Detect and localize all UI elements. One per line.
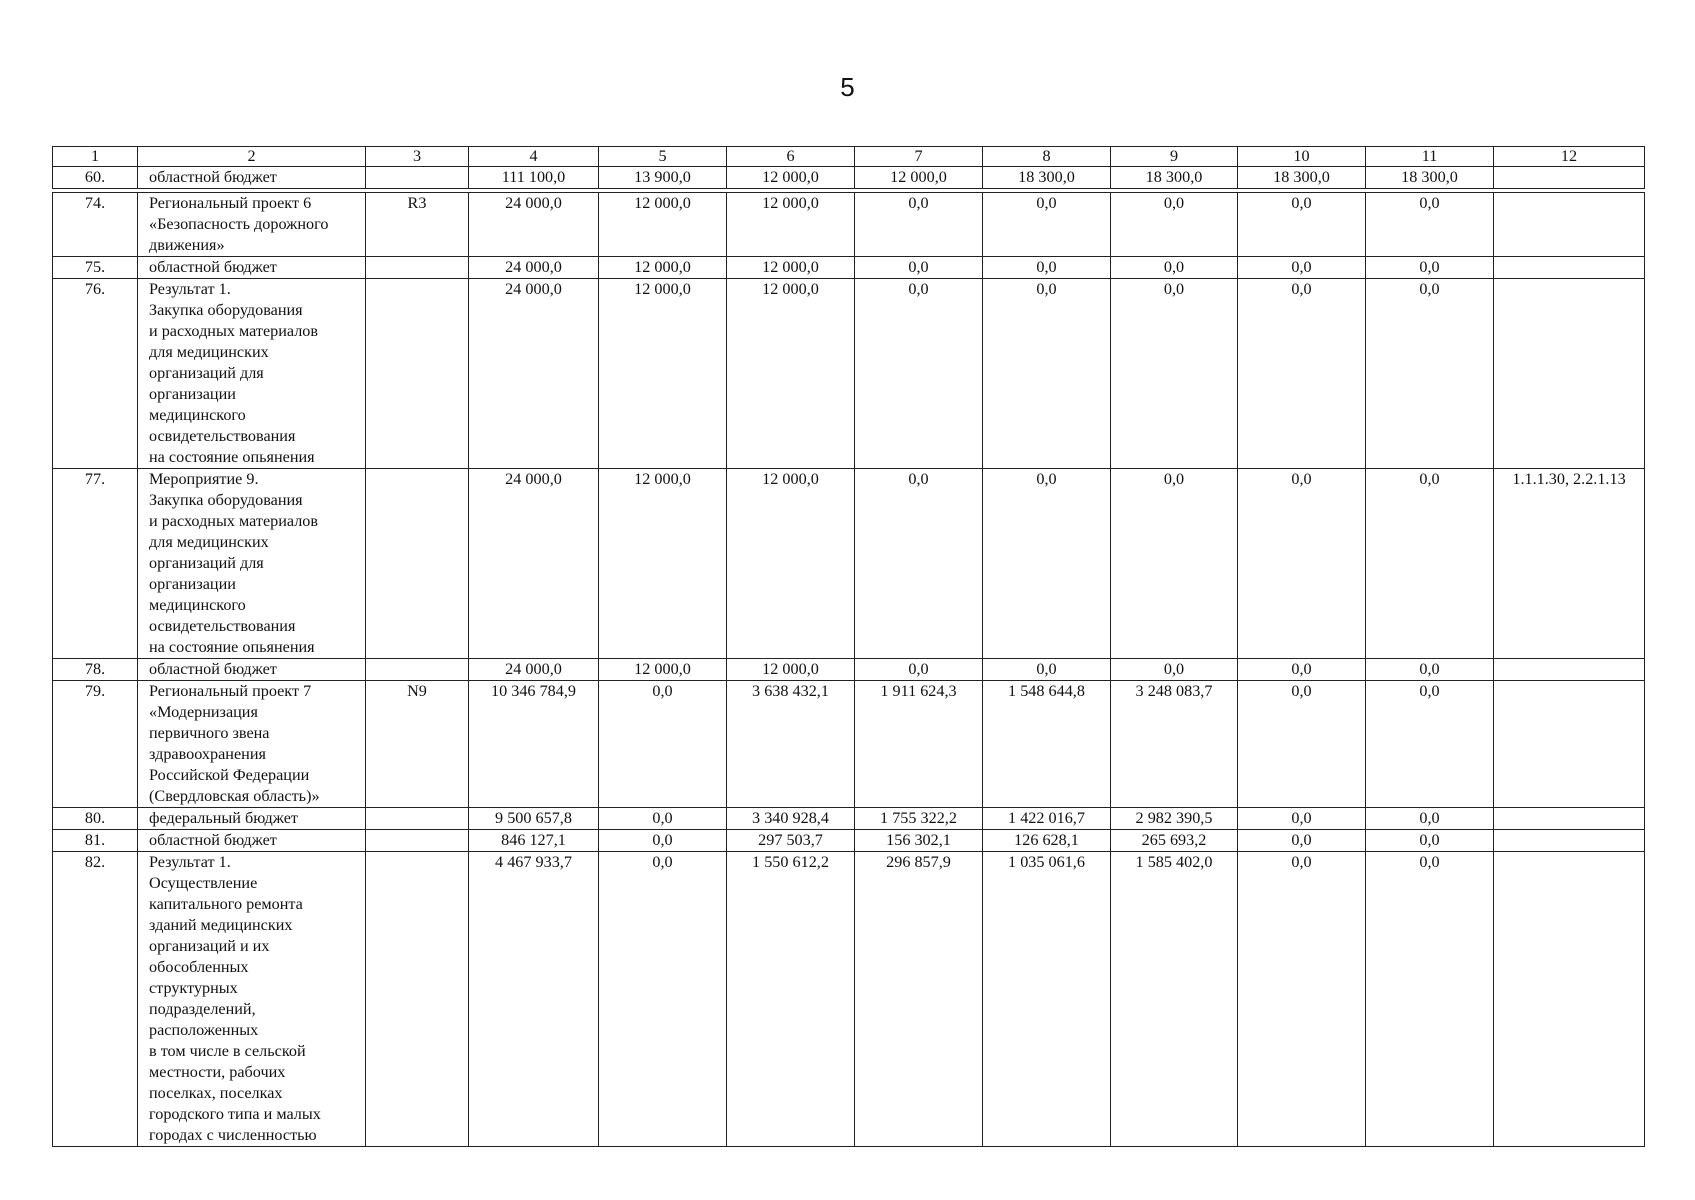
value-col-6: 1 550 612,2 [727, 852, 855, 1147]
value-col-10: 18 300,0 [1238, 167, 1366, 189]
value-col-7: 1 911 624,3 [855, 681, 983, 808]
row-number: 78. [53, 659, 138, 681]
value-col-10: 0,0 [1238, 808, 1366, 830]
value-col-5: 0,0 [599, 852, 727, 1147]
row-reference: 1.1.1.30, 2.2.1.13 [1494, 469, 1645, 659]
row-code [366, 167, 469, 189]
value-col-11: 0,0 [1366, 193, 1494, 257]
value-col-7: 0,0 [855, 279, 983, 469]
value-col-8: 1 548 644,8 [983, 681, 1111, 808]
value-col-7: 0,0 [855, 469, 983, 659]
value-col-4: 4 467 933,7 [469, 852, 599, 1147]
column-number-2: 2 [138, 147, 366, 167]
budget-table [52, 192, 1645, 1147]
row-name: Результат 1. Закупка оборудования и расходных материалов для медицинских организаций для организации медицинского освидетельствования на состояние опьянения [138, 279, 366, 469]
column-number-6: 6 [727, 147, 855, 167]
value-col-4: 10 346 784,9 [469, 681, 599, 808]
column-number-10: 10 [1238, 147, 1366, 167]
row-reference [1494, 681, 1645, 808]
value-col-4: 24 000,0 [469, 659, 599, 681]
value-col-11: 0,0 [1366, 659, 1494, 681]
table-row [53, 167, 1645, 189]
column-number-9: 9 [1111, 147, 1238, 167]
column-number-1: 1 [53, 147, 138, 167]
table-header-block [52, 146, 1645, 189]
row-code [366, 279, 469, 469]
row-reference [1494, 279, 1645, 469]
value-col-7: 0,0 [855, 659, 983, 681]
value-col-6: 12 000,0 [727, 659, 855, 681]
top-rows [53, 167, 1645, 189]
column-number-12: 12 [1494, 147, 1645, 167]
value-col-7: 0,0 [855, 193, 983, 257]
table-body-rows [53, 193, 1645, 1147]
value-col-4: 111 100,0 [469, 167, 599, 189]
row-code: R3 [366, 193, 469, 257]
row-reference [1494, 659, 1645, 681]
table-row [53, 257, 1645, 279]
value-col-8: 126 628,1 [983, 830, 1111, 852]
table-row [53, 808, 1645, 830]
row-number: 80. [53, 808, 138, 830]
value-col-7: 0,0 [855, 257, 983, 279]
value-col-8: 0,0 [983, 469, 1111, 659]
row-name: областной бюджет [138, 257, 366, 279]
value-col-5: 12 000,0 [599, 193, 727, 257]
value-col-8: 0,0 [983, 257, 1111, 279]
value-col-11: 0,0 [1366, 681, 1494, 808]
table-row [53, 830, 1645, 852]
value-col-6: 12 000,0 [727, 469, 855, 659]
value-col-8: 1 422 016,7 [983, 808, 1111, 830]
row-name: Мероприятие 9. Закупка оборудования и расходных материалов для медицинских организаций для организации медицинского освидетельствования на состояние опьянения [138, 469, 366, 659]
row-code [366, 808, 469, 830]
column-number-3: 3 [366, 147, 469, 167]
row-reference [1494, 167, 1645, 189]
value-col-4: 24 000,0 [469, 257, 599, 279]
column-number-8: 8 [983, 147, 1111, 167]
column-number-row [53, 147, 1645, 167]
value-col-11: 0,0 [1366, 852, 1494, 1147]
row-name: федеральный бюджет [138, 808, 366, 830]
row-number: 76. [53, 279, 138, 469]
value-col-8: 0,0 [983, 659, 1111, 681]
value-col-9: 3 248 083,7 [1111, 681, 1238, 808]
row-number: 75. [53, 257, 138, 279]
row-code [366, 852, 469, 1147]
value-col-9: 1 585 402,0 [1111, 852, 1238, 1147]
column-number-5: 5 [599, 147, 727, 167]
table-row [53, 659, 1645, 681]
row-reference [1494, 808, 1645, 830]
value-col-10: 0,0 [1238, 681, 1366, 808]
value-col-9: 265 693,2 [1111, 830, 1238, 852]
row-reference [1494, 852, 1645, 1147]
value-col-10: 0,0 [1238, 659, 1366, 681]
value-col-9: 0,0 [1111, 469, 1238, 659]
value-col-4: 24 000,0 [469, 279, 599, 469]
value-col-7: 12 000,0 [855, 167, 983, 189]
value-col-11: 0,0 [1366, 257, 1494, 279]
value-col-11: 0,0 [1366, 279, 1494, 469]
value-col-6: 12 000,0 [727, 279, 855, 469]
page-number: 5 [840, 72, 855, 102]
row-number: 77. [53, 469, 138, 659]
table-row [53, 852, 1645, 1147]
value-col-5: 0,0 [599, 830, 727, 852]
value-col-5: 12 000,0 [599, 469, 727, 659]
value-col-7: 156 302,1 [855, 830, 983, 852]
table-row [53, 193, 1645, 257]
value-col-7: 296 857,9 [855, 852, 983, 1147]
value-col-5: 12 000,0 [599, 257, 727, 279]
row-name: Региональный проект 7 «Модернизация первичного звена здравоохранения Российской Федерации (Свердловская область)» [138, 681, 366, 808]
value-col-6: 3 638 432,1 [727, 681, 855, 808]
value-col-6: 297 503,7 [727, 830, 855, 852]
value-col-8: 0,0 [983, 279, 1111, 469]
row-name: областной бюджет [138, 830, 366, 852]
column-number-11: 11 [1366, 147, 1494, 167]
value-col-5: 0,0 [599, 808, 727, 830]
value-col-6: 3 340 928,4 [727, 808, 855, 830]
value-col-8: 1 035 061,6 [983, 852, 1111, 1147]
table-row [53, 681, 1645, 808]
row-reference [1494, 830, 1645, 852]
row-number: 79. [53, 681, 138, 808]
value-col-5: 13 900,0 [599, 167, 727, 189]
value-col-4: 24 000,0 [469, 469, 599, 659]
value-col-5: 12 000,0 [599, 279, 727, 469]
row-number: 81. [53, 830, 138, 852]
value-col-4: 24 000,0 [469, 193, 599, 257]
row-code [366, 830, 469, 852]
table-row [53, 469, 1645, 659]
row-reference [1494, 257, 1645, 279]
row-reference [1494, 193, 1645, 257]
row-code [366, 659, 469, 681]
value-col-8: 0,0 [983, 193, 1111, 257]
value-col-9: 0,0 [1111, 279, 1238, 469]
row-number: 82. [53, 852, 138, 1147]
row-name: Региональный проект 6 «Безопасность дорожного движения» [138, 193, 366, 257]
value-col-7: 1 755 322,2 [855, 808, 983, 830]
value-col-11: 0,0 [1366, 830, 1494, 852]
value-col-10: 0,0 [1238, 852, 1366, 1147]
value-col-11: 0,0 [1366, 808, 1494, 830]
value-col-10: 0,0 [1238, 469, 1366, 659]
value-col-8: 18 300,0 [983, 167, 1111, 189]
column-number-4: 4 [469, 147, 599, 167]
value-col-6: 12 000,0 [727, 193, 855, 257]
row-code [366, 469, 469, 659]
value-col-9: 18 300,0 [1111, 167, 1238, 189]
row-name: областной бюджет [138, 167, 366, 189]
value-col-9: 0,0 [1111, 193, 1238, 257]
column-number-7: 7 [855, 147, 983, 167]
value-col-11: 0,0 [1366, 469, 1494, 659]
value-col-10: 0,0 [1238, 193, 1366, 257]
value-col-6: 12 000,0 [727, 167, 855, 189]
value-col-10: 0,0 [1238, 830, 1366, 852]
row-code [366, 257, 469, 279]
value-col-11: 18 300,0 [1366, 167, 1494, 189]
row-number: 60. [53, 167, 138, 189]
value-col-9: 0,0 [1111, 659, 1238, 681]
value-col-6: 12 000,0 [727, 257, 855, 279]
row-name: Результат 1. Осуществление капитального ремонта зданий медицинских организаций и их обособленных структурных подразделений, расположенных в том числе в сельской местности, рабочих поселках, поселках городского типа и малых городах с численностью [138, 852, 366, 1147]
value-col-9: 2 982 390,5 [1111, 808, 1238, 830]
value-col-4: 846 127,1 [469, 830, 599, 852]
value-col-10: 0,0 [1238, 257, 1366, 279]
value-col-10: 0,0 [1238, 279, 1366, 469]
value-col-4: 9 500 657,8 [469, 808, 599, 830]
value-col-5: 0,0 [599, 681, 727, 808]
row-number: 74. [53, 193, 138, 257]
table-row [53, 279, 1645, 469]
value-col-5: 12 000,0 [599, 659, 727, 681]
value-col-9: 0,0 [1111, 257, 1238, 279]
row-name: областной бюджет [138, 659, 366, 681]
row-code: N9 [366, 681, 469, 808]
